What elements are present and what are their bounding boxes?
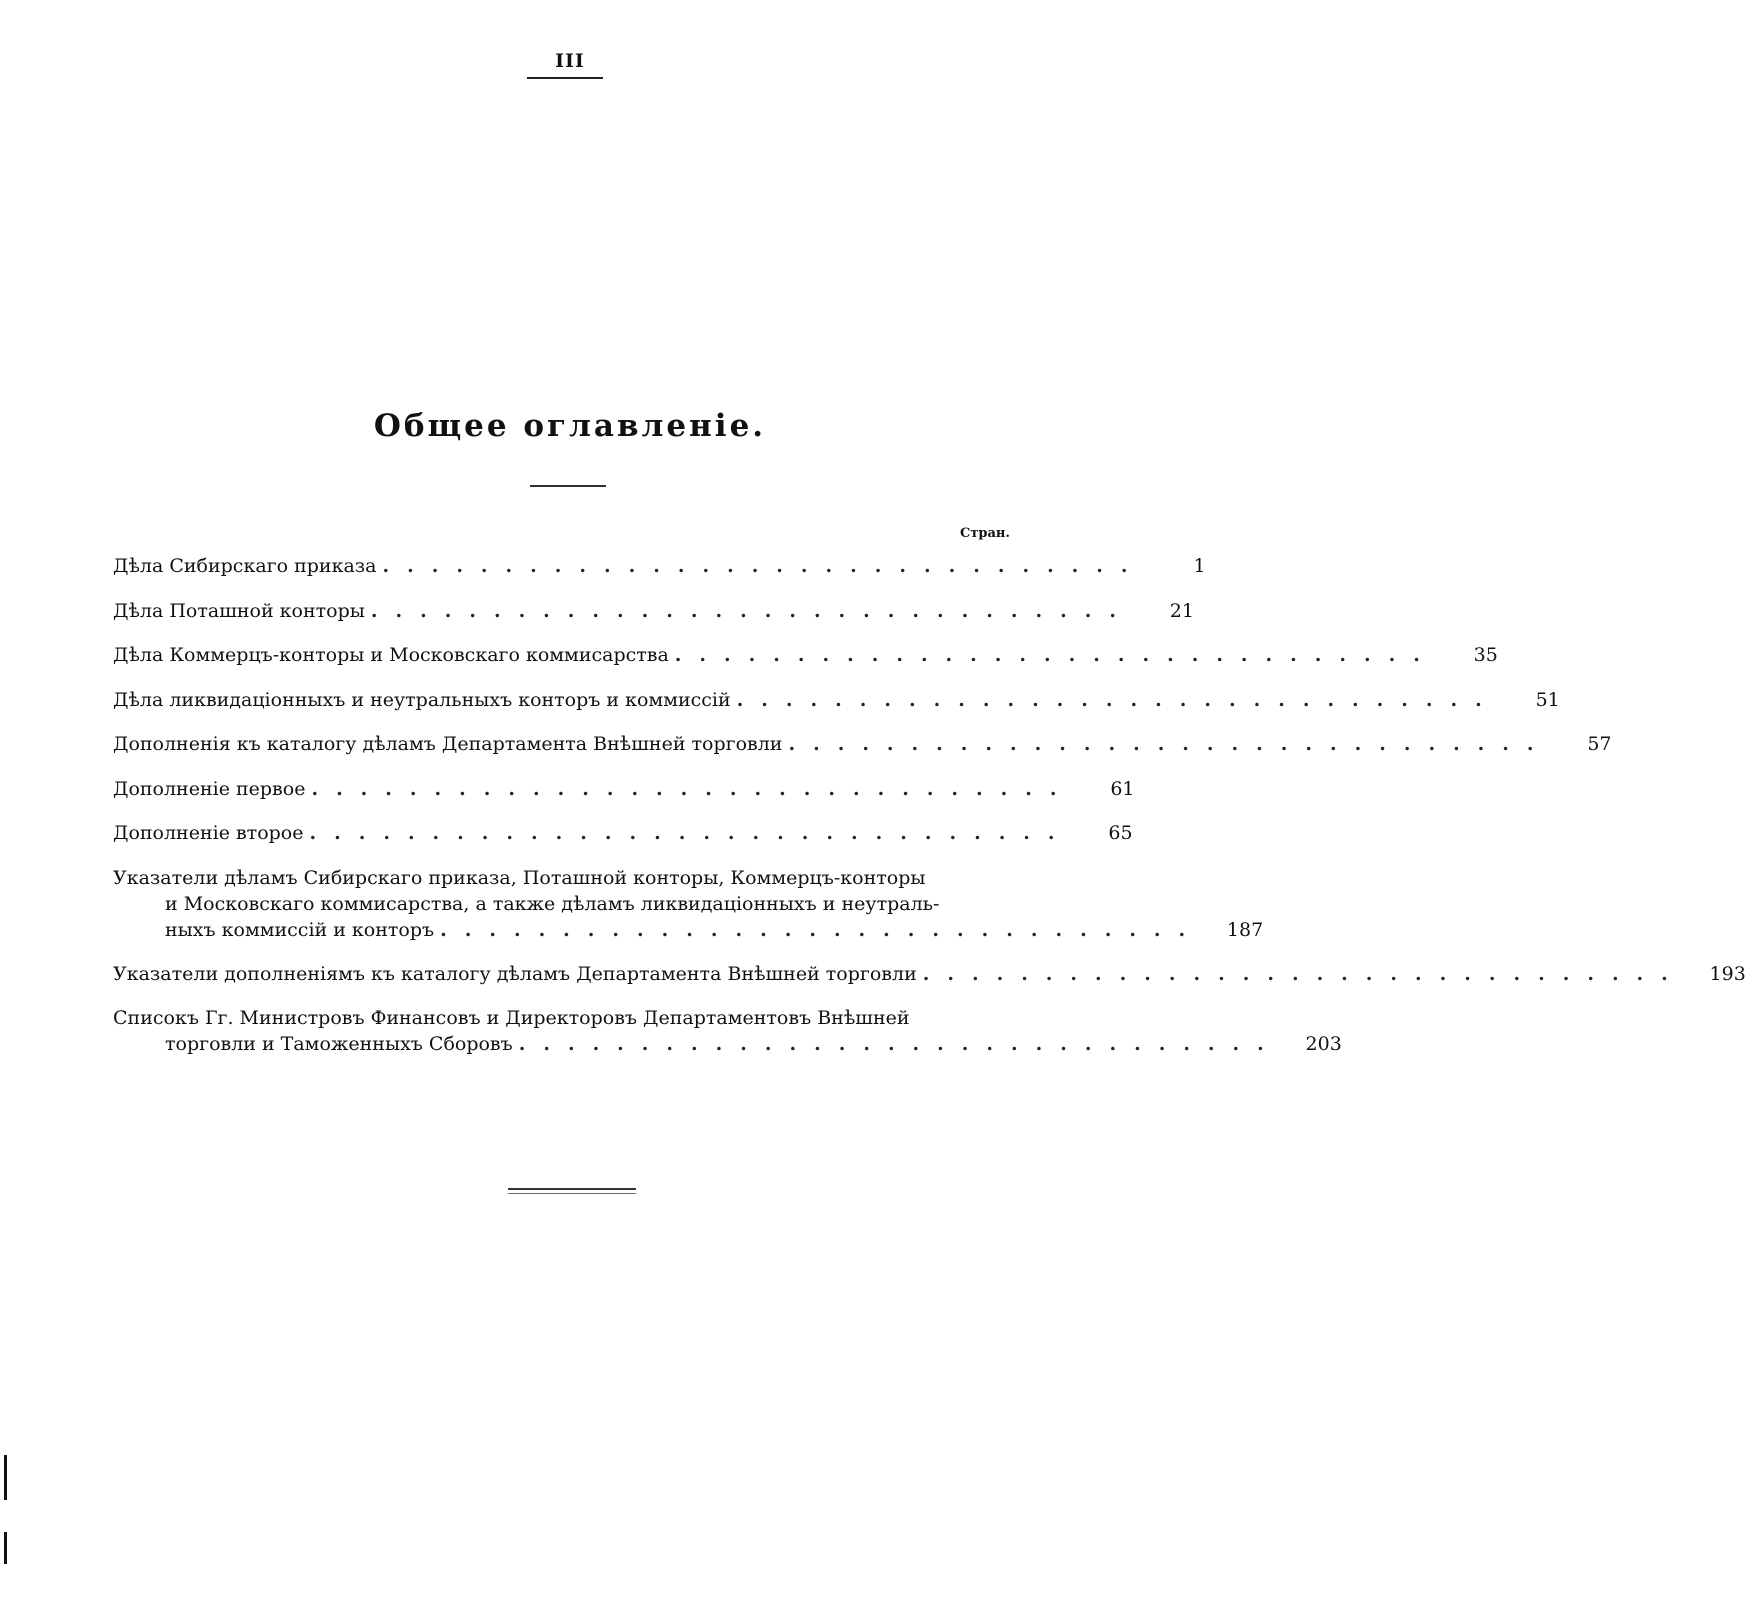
toc-entry[interactable] [113, 865, 1264, 943]
toc-entry-title: Указатели дѣламъ Сибирскаго приказа, Поташной конторы, Коммерцъ-конторы [113, 866, 926, 889]
page-title: Общее оглавленіе. [373, 408, 767, 444]
toc-entry[interactable] [113, 553, 1206, 598]
toc-entry[interactable] [113, 820, 1133, 865]
toc-entry[interactable] [113, 961, 1746, 1006]
toc-entry-page: 51 [1535, 688, 1560, 711]
toc-entry-page: 187 [1226, 918, 1264, 941]
toc-entry-page: 193 [1709, 962, 1746, 985]
toc-entry-page: 61 [1110, 777, 1135, 800]
toc-entry-title: Дѣла Сибирскаго приказа [113, 555, 377, 577]
toc-entry-page: 1 [1193, 555, 1206, 577]
margin-scan-mark [4, 1532, 7, 1564]
leader-dots: ............................... [370, 599, 1134, 622]
page-column-header: Стран. [960, 526, 1010, 541]
toc-entry-title: Дѣла Поташной конторы [113, 599, 365, 622]
closing-ornament-rule [508, 1188, 636, 1190]
toc-entry-page: 35 [1473, 644, 1498, 666]
toc-entry[interactable] [113, 776, 1135, 821]
toc-entry[interactable] [113, 1005, 1342, 1057]
leader-dots: ............................... [788, 733, 1552, 755]
leader-dots: ............................... [440, 918, 1204, 941]
leader-dots: ............................... [309, 822, 1073, 844]
leader-dots: ............................... [674, 644, 1438, 666]
toc-entry-title: Дополненія къ каталогу дѣламъ Департамента Внѣшней торговли [113, 733, 783, 755]
toc-entry-title: Дѣла ликвидаціонныхъ и неутральныхъ конторъ и коммиссій [113, 688, 731, 711]
toc-entry[interactable] [113, 687, 1560, 732]
toc-entry-page: 57 [1587, 733, 1612, 755]
toc-entry-title: Указатели дополненіямъ къ каталогу дѣламъ Департамента Внѣшней торговли [113, 962, 917, 985]
toc-entry-title-continuation: и Московскаго коммисарства, а также дѣламъ ликвидаціонныхъ и неутраль- [165, 892, 940, 915]
toc-entry[interactable] [113, 731, 1612, 776]
toc-entry-title-continuation: торговли и Таможенныхъ Сборовъ [165, 1033, 513, 1055]
toc-entry-title: Дополненіе второе [113, 822, 304, 844]
toc-entry-page: 21 [1169, 599, 1194, 622]
leader-dots: ............................... [736, 688, 1500, 711]
leader-dots: ............................... [311, 777, 1075, 800]
toc-entry[interactable] [113, 598, 1194, 643]
leader-dots: ............................... [922, 962, 1686, 985]
toc-entry-page: 65 [1108, 822, 1133, 844]
leader-dots: ............................... [518, 1033, 1282, 1055]
toc-entry-page: 203 [1305, 1033, 1342, 1055]
toc-entry-title-continuation: ныхъ коммиссій и конторъ [165, 918, 435, 941]
toc-entry-title: Дополненіе первое [113, 777, 306, 800]
page-number: III [555, 50, 585, 72]
leader-dots: ............................... [382, 555, 1146, 577]
toc-entry[interactable] [113, 642, 1498, 687]
closing-ornament-rule [508, 1193, 636, 1194]
title-divider [530, 485, 606, 487]
page-number-underline [527, 77, 603, 79]
toc-entry-title: Дѣла Коммерцъ-конторы и Московскаго коммисарства [113, 644, 669, 666]
table-of-contents [113, 553, 1746, 1075]
margin-scan-mark [4, 1455, 7, 1500]
toc-entry-title: Списокъ Гг. Министровъ Финансовъ и Директоровъ Департаментовъ Внѣшней [113, 1007, 910, 1029]
